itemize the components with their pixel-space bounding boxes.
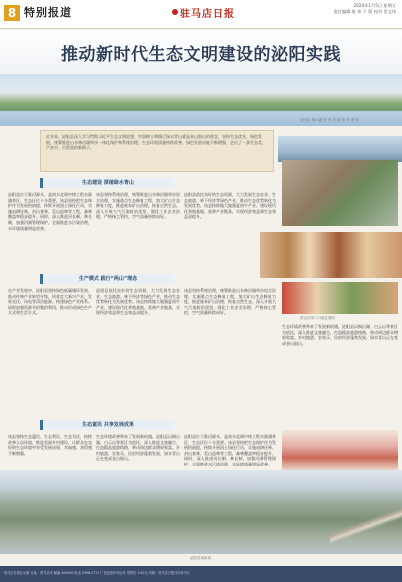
subhead-production: 生产模式 践行“两山”理念 [40,274,173,284]
article-column-4: 在产业发展中，泌阳县坚持绿色低碳循环发展，推动传统产业转型升级，培育壮大新兴产业，发展光伏、风电等清洁能源，构建绿色产业体系。同时加强资源节约集约利用，推动形成绿色生产方式和生活方式。 [8,288,92,316]
road-detail [330,505,402,549]
people-photo [260,232,402,278]
article-column-1: 泌阳县位于淮河源头，是南水北调中线工程水源涵养区，生态区位十分重要。该县坚持把生态保护作为发展的前提，持续开展国土绿化行动，实施退耕还林、封山育林、荒山造林等工程，森林覆盖率稳步提升。同时，深入推进河长制、林长制，加强河湖管理保护，全面推进水污染治理，水环境质量明显改善。 [8,192,92,231]
lake-photo [278,136,402,162]
people-caption: 群众在家门口就业增收 [300,316,335,320]
article-column-2: 该县坚持系统治理，统筹推进山水林田湖草沙综合治理，实施重点生态修复工程，加大矿山生态修复力度，推进废弃矿山治理，恢复自然生态。深入开展大气污染防治攻坚，强化工业企业治理，严格扬尘管控，空气质量持续向好。 [96,192,180,220]
subhead-prosperity: 生态富民 共享发展成果 [40,420,173,430]
edition-line: 责任编辑 班 伟 下 版 校对 蔡文伟 [333,9,396,14]
article-column-3: 泌阳县依托良好的生态资源，大力发展生态农业、生态旅游、林下经济等绿色产业，推动生态优势转化为发展优势。该县持续做大做强夏南牛产业，建设现代化养殖基地，延伸产业链条，实现经济效益和生态效益双提升。 [184,192,276,220]
article-column-5: 泌阳县依托良好的生态资源，大力发展生态农业、生态旅游、林下经济等绿色产业，推动生态优势转化为发展优势。该县持续做大做强夏南牛产业，建设现代化养殖基地，延伸产业链条，实现经济效益和生态效益双提升。 [96,288,180,316]
village-photo [282,160,398,226]
flower-photo [282,430,398,470]
article-column-10: 泌阳县位于淮河源头，是南水北调中线工程水源涵养区，生态区位十分重要。该县坚持把生态保护作为发展的前提，持续开展国土绿化行动，实施退耕还林、封山育林、荒山造林等工程，森林覆盖率稳步提升。同时，深入推进河长制、林长制，加强河湖管理保护，全面推进水污染治理，水环境质量明显改善。 [184,434,276,466]
date-info [300,3,396,15]
date-line: 2024年1月5日 星期五 [353,3,396,8]
footer-text: 驻马店日报社出版 社址：驻马店市 邮编 463000 电话 0396-2717 广告经营许可证号 零售价 1.00元 印刷：驻马店日报社印务中心 [4,571,191,575]
page-number: 8 [4,5,20,21]
article-column-8: 该县坚持生态惠民、生态利民、生态为民，持续改善人居环境，推进美丽乡村建设，让群众在良好的生态环境中享受发展成果，幸福感、获得感不断增强。 [8,434,92,456]
masthead: 驻马店日报 [180,9,235,20]
article-column-7: 生态环境改善带来了发展新机遇。泌阳县以铜山湖、白云山等景区为依托，深入推进文旅融合，打造精品旅游线路，带动周边群众增收致富。乡村旅游、农家乐、民宿经济蓬勃发展，绿水青山正在变成金山银山。 [282,324,398,346]
article-column-6: 该县坚持系统治理，统筹推进山水林田湖草沙综合治理，实施重点生态修复工程，加大矿山生态修复力度，推进废弃矿山治理，恢复自然生态。深入开展大气污染防治攻坚，强化工业企业治理，严格扬尘管控，空气质量持续向好。 [184,288,276,316]
headline: 推动新时代生态文明建设的泌阳实践 [61,45,341,65]
section-title: 特别报道 [24,6,72,19]
article-column-9: 生态环境改善带来了发展新机遇。泌阳县以铜山湖、白云山等景区为依托，深入推进文旅融合，打造精品旅游线路，带动周边群众增收致富。乡村旅游、农家乐、民宿经济蓬勃发展，绿水青山正在变成金山银山。 [96,434,180,462]
bottom-caption: 泌阳县城新貌 [190,556,211,560]
community-photo [282,282,398,314]
subhead-ecology: 生态建设 厚植绿水青山 [40,178,173,188]
intro-text: 近年来，泌阳县深入学习贯彻习近平生态文明思想，牢固树立和践行绿水青山就是金山银山的理念，坚持生态优先、绿色发展，统筹推进山水林田湖草沙一体化保护和系统治理，生态环境质量持续改善，绿色发展动能不断增强，走出了一条生态美、产业兴、百姓富的新路子。 [46,134,266,151]
panorama-caption: 泌阳县 铜山湖 夏 雨 后 摄 影 李 明 伟 [300,118,360,122]
masthead-logo-icon [172,9,178,15]
